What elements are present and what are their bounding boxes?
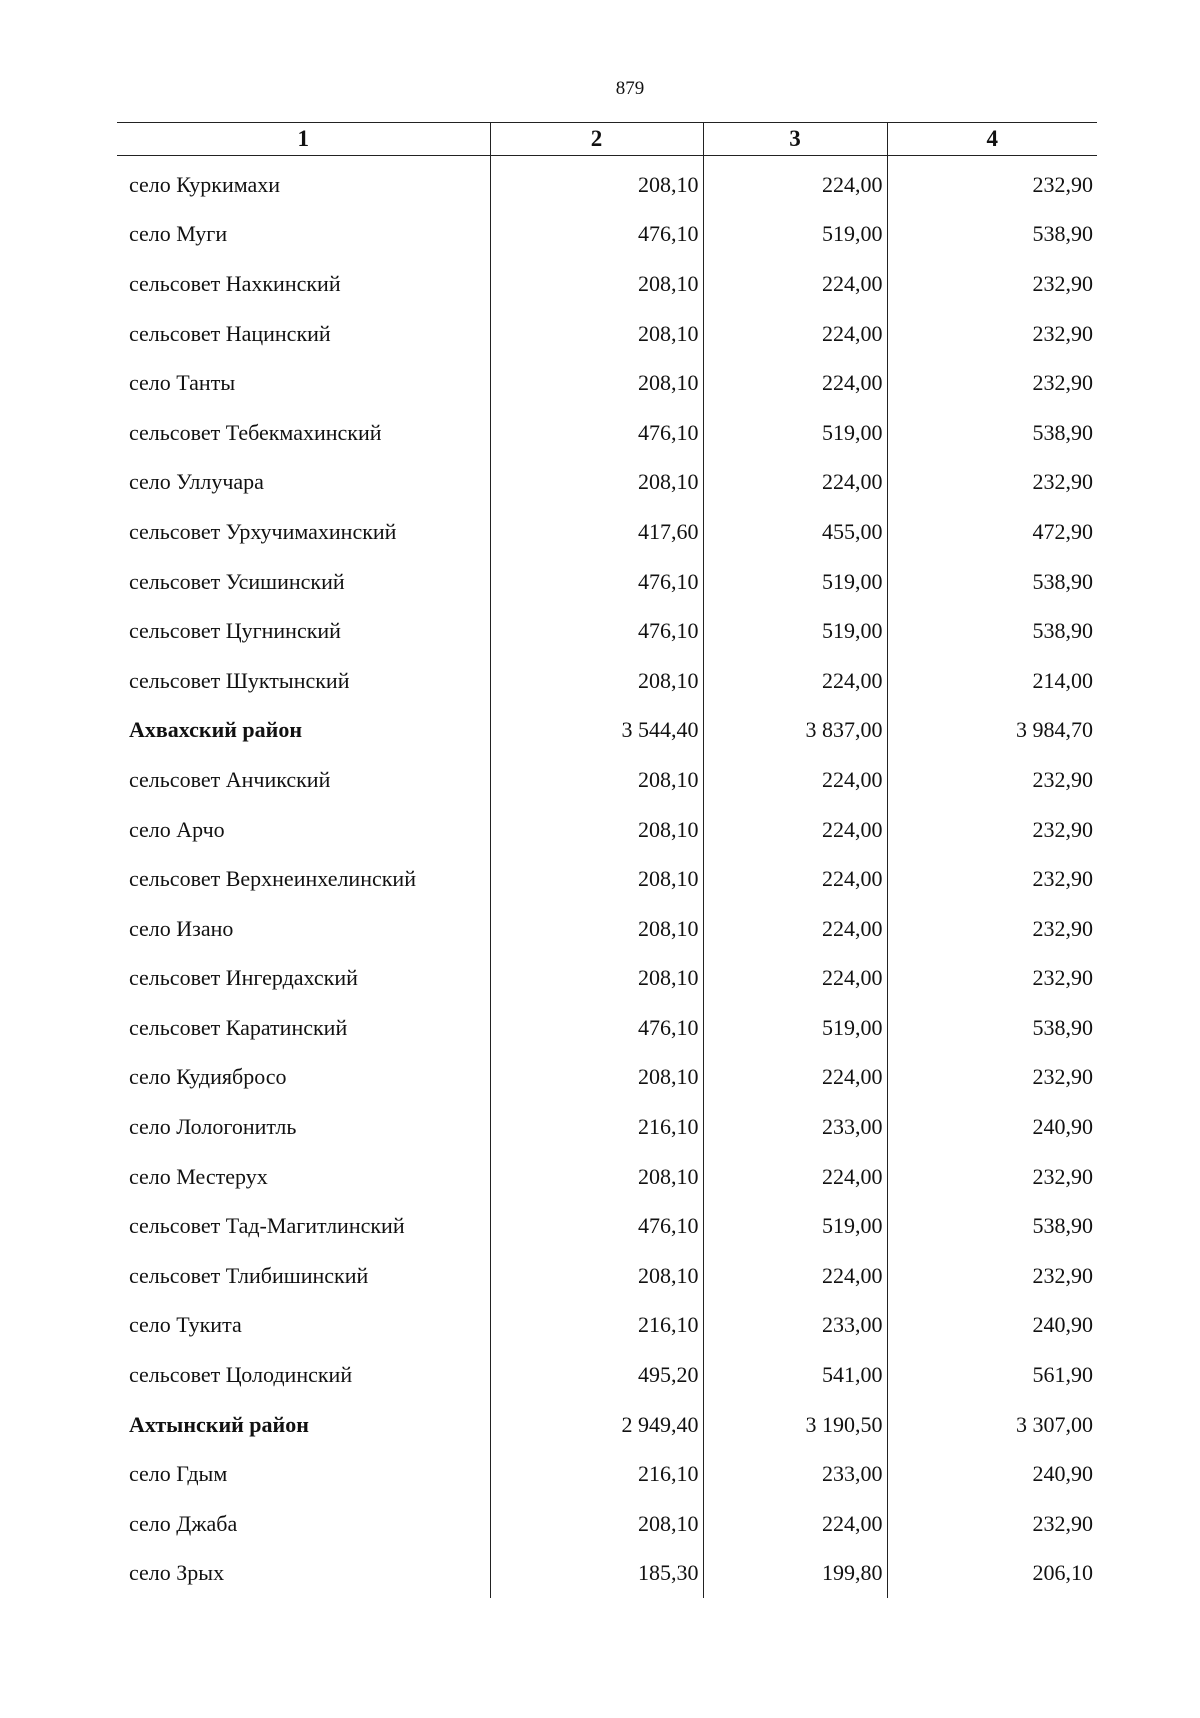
- table-row: [117, 358, 1097, 408]
- row-value-col4: 232,90: [887, 854, 1097, 904]
- row-name-cell: село Зрых: [129, 1560, 225, 1586]
- row-value-col4: 232,90: [887, 755, 1097, 805]
- row-name-cell: сельсовет Шуктынский: [129, 667, 350, 693]
- row-value-col4: 232,90: [887, 358, 1097, 408]
- row-name-cell: село Уллучара: [129, 469, 264, 495]
- row-value-col4: 214,00: [887, 656, 1097, 706]
- row-value-col2: 208,10: [490, 1251, 703, 1301]
- row-value-col4: 232,90: [887, 954, 1097, 1004]
- row-value-col4: 538,90: [887, 1201, 1097, 1251]
- header-row: [117, 123, 1097, 156]
- row-name-cell: Ахтынский район: [129, 1411, 309, 1437]
- row-name-cell: сельсовет Усишинский: [129, 568, 345, 594]
- table-row: [117, 706, 1097, 756]
- row-value-col2: 216,10: [490, 1102, 703, 1152]
- row-value-col4: 232,90: [887, 904, 1097, 954]
- row-name-cell: село Джаба: [129, 1510, 238, 1536]
- row-name-cell: сельсовет Анчикский: [129, 766, 331, 792]
- row-value-col4: 232,90: [887, 1251, 1097, 1301]
- row-value-col3: 224,00: [703, 755, 887, 805]
- row-value-col3: 3 837,00: [703, 706, 887, 756]
- row-value-col3: 224,00: [703, 358, 887, 408]
- row-value-col4: 206,10: [887, 1549, 1097, 1599]
- table-row: [117, 1499, 1097, 1549]
- row-value-col2: 208,10: [490, 805, 703, 855]
- row-value-col2: 208,10: [490, 259, 703, 309]
- table-body: [117, 156, 1097, 1599]
- table-row: [117, 557, 1097, 607]
- table-row: [117, 606, 1097, 656]
- row-value-col4: 472,90: [887, 507, 1097, 557]
- row-name-cell: село Муги: [129, 221, 228, 247]
- row-name-cell: сельсовет Тад-Магитлинский: [129, 1213, 405, 1239]
- table-row: [117, 210, 1097, 260]
- row-value-col4: 538,90: [887, 408, 1097, 458]
- row-value-col2: 208,10: [490, 358, 703, 408]
- table-row: [117, 309, 1097, 359]
- row-name-cell: сельсовет Тлибишинский: [129, 1262, 369, 1288]
- row-value-col3: 224,00: [703, 458, 887, 508]
- row-value-col2: 185,30: [490, 1549, 703, 1599]
- row-value-col4: 561,90: [887, 1350, 1097, 1400]
- table-row: [117, 1003, 1097, 1053]
- row-name-cell: сельсовет Ингердахский: [129, 965, 358, 991]
- table-row: [117, 458, 1097, 508]
- row-value-col4: 232,90: [887, 1152, 1097, 1202]
- row-value-col3: 224,00: [703, 1053, 887, 1103]
- row-value-col2: 208,10: [490, 656, 703, 706]
- row-name-cell: сельсовет Каратинский: [129, 1014, 348, 1040]
- row-value-col4: 232,90: [887, 156, 1097, 210]
- row-value-col3: 224,00: [703, 259, 887, 309]
- row-value-col3: 519,00: [703, 1201, 887, 1251]
- row-value-col2: 208,10: [490, 755, 703, 805]
- row-value-col3: 224,00: [703, 954, 887, 1004]
- row-value-col3: 224,00: [703, 805, 887, 855]
- row-value-col4: 538,90: [887, 606, 1097, 656]
- table-row: [117, 507, 1097, 557]
- row-value-col2: 208,10: [490, 156, 703, 210]
- table-header: [117, 123, 1097, 156]
- page-number: 879: [615, 78, 645, 99]
- table-row: [117, 904, 1097, 954]
- row-name-cell: село Местерух: [129, 1163, 268, 1189]
- row-value-col2: 208,10: [490, 854, 703, 904]
- row-value-col4: 538,90: [887, 210, 1097, 260]
- row-value-col3: 224,00: [703, 656, 887, 706]
- row-name-cell: село Куркимахи: [129, 171, 281, 197]
- row-value-col4: 232,90: [887, 458, 1097, 508]
- table-row: [117, 1549, 1097, 1599]
- row-value-col4: 3 984,70: [887, 706, 1097, 756]
- row-value-col3: 224,00: [703, 1152, 887, 1202]
- row-value-col3: 519,00: [703, 1003, 887, 1053]
- column-header-2: 2: [490, 123, 703, 156]
- table-row: [117, 1201, 1097, 1251]
- row-value-col2: 208,10: [490, 1152, 703, 1202]
- row-value-col3: 224,00: [703, 1499, 887, 1549]
- row-name-cell: село Танты: [129, 370, 236, 396]
- row-value-col3: 233,00: [703, 1449, 887, 1499]
- row-value-col2: 208,10: [490, 904, 703, 954]
- row-value-col4: 3 307,00: [887, 1400, 1097, 1450]
- data-table: [117, 122, 1097, 1598]
- table-row: [117, 1400, 1097, 1450]
- table-row: [117, 259, 1097, 309]
- row-value-col2: 216,10: [490, 1301, 703, 1351]
- row-value-col4: 232,90: [887, 259, 1097, 309]
- row-name-cell: село Гдым: [129, 1461, 228, 1487]
- row-value-col2: 476,10: [490, 557, 703, 607]
- row-value-col4: 538,90: [887, 1003, 1097, 1053]
- table-row: [117, 1102, 1097, 1152]
- row-value-col2: 476,10: [490, 408, 703, 458]
- row-value-col3: 233,00: [703, 1301, 887, 1351]
- row-value-col2: 216,10: [490, 1449, 703, 1499]
- row-value-col2: 208,10: [490, 458, 703, 508]
- row-value-col3: 519,00: [703, 606, 887, 656]
- row-value-col2: 208,10: [490, 309, 703, 359]
- row-name-cell: сельсовет Тебекмахинский: [129, 419, 382, 445]
- table-row: [117, 1152, 1097, 1202]
- row-value-col2: 417,60: [490, 507, 703, 557]
- row-value-col4: 538,90: [887, 557, 1097, 607]
- row-value-col2: 476,10: [490, 1201, 703, 1251]
- table-row: [117, 408, 1097, 458]
- table-row: [117, 1350, 1097, 1400]
- table-row: [117, 1301, 1097, 1351]
- row-value-col3: 3 190,50: [703, 1400, 887, 1450]
- row-value-col2: 476,10: [490, 210, 703, 260]
- table-row: [117, 656, 1097, 706]
- row-value-col3: 224,00: [703, 156, 887, 210]
- table-row: [117, 755, 1097, 805]
- row-value-col2: 495,20: [490, 1350, 703, 1400]
- row-value-col2: 2 949,40: [490, 1400, 703, 1450]
- row-value-col4: 232,90: [887, 1499, 1097, 1549]
- table-row: [117, 156, 1097, 210]
- row-value-col3: 233,00: [703, 1102, 887, 1152]
- row-name-cell: сельсовет Нацинский: [129, 320, 331, 346]
- table-row: [117, 1449, 1097, 1499]
- row-value-col3: 519,00: [703, 557, 887, 607]
- row-value-col2: 208,10: [490, 1053, 703, 1103]
- table-row: [117, 1053, 1097, 1103]
- row-value-col3: 455,00: [703, 507, 887, 557]
- row-value-col3: 224,00: [703, 1251, 887, 1301]
- column-header-4: 4: [887, 123, 1097, 156]
- row-value-col3: 199,80: [703, 1549, 887, 1599]
- row-value-col3: 519,00: [703, 408, 887, 458]
- row-value-col4: 240,90: [887, 1301, 1097, 1351]
- row-value-col2: 208,10: [490, 954, 703, 1004]
- table-row: [117, 854, 1097, 904]
- row-value-col4: 240,90: [887, 1102, 1097, 1152]
- row-value-col3: 224,00: [703, 854, 887, 904]
- row-value-col4: 240,90: [887, 1449, 1097, 1499]
- row-value-col3: 519,00: [703, 210, 887, 260]
- row-name-cell: сельсовет Цугнинский: [129, 618, 341, 644]
- row-name-cell: сельсовет Урхучимахинский: [129, 518, 397, 544]
- table-row: [117, 805, 1097, 855]
- row-name-cell: сельсовет Верхнеинхелинский: [129, 866, 416, 892]
- row-value-col4: 232,90: [887, 1053, 1097, 1103]
- row-value-col2: 476,10: [490, 1003, 703, 1053]
- row-name-cell: Ахвахский район: [129, 717, 303, 743]
- table-row: [117, 1251, 1097, 1301]
- table-row: [117, 954, 1097, 1004]
- row-value-col3: 224,00: [703, 309, 887, 359]
- column-header-3: 3: [703, 123, 887, 156]
- row-value-col3: 224,00: [703, 904, 887, 954]
- row-name-cell: сельсовет Цолодинский: [129, 1362, 353, 1388]
- row-name-cell: сельсовет Нахкинский: [129, 270, 341, 296]
- row-name-cell: село Кудиябросо: [129, 1064, 287, 1090]
- row-name-cell: село Тукита: [129, 1312, 242, 1338]
- row-value-col2: 476,10: [490, 606, 703, 656]
- column-header-1: 1: [117, 123, 490, 156]
- row-name-cell: село Изано: [129, 915, 234, 941]
- row-value-col4: 232,90: [887, 805, 1097, 855]
- row-value-col2: 208,10: [490, 1499, 703, 1549]
- row-name-cell: село Лологонитль: [129, 1114, 297, 1140]
- row-value-col4: 232,90: [887, 309, 1097, 359]
- row-value-col3: 541,00: [703, 1350, 887, 1400]
- row-value-col2: 3 544,40: [490, 706, 703, 756]
- row-name-cell: село Арчо: [129, 816, 225, 842]
